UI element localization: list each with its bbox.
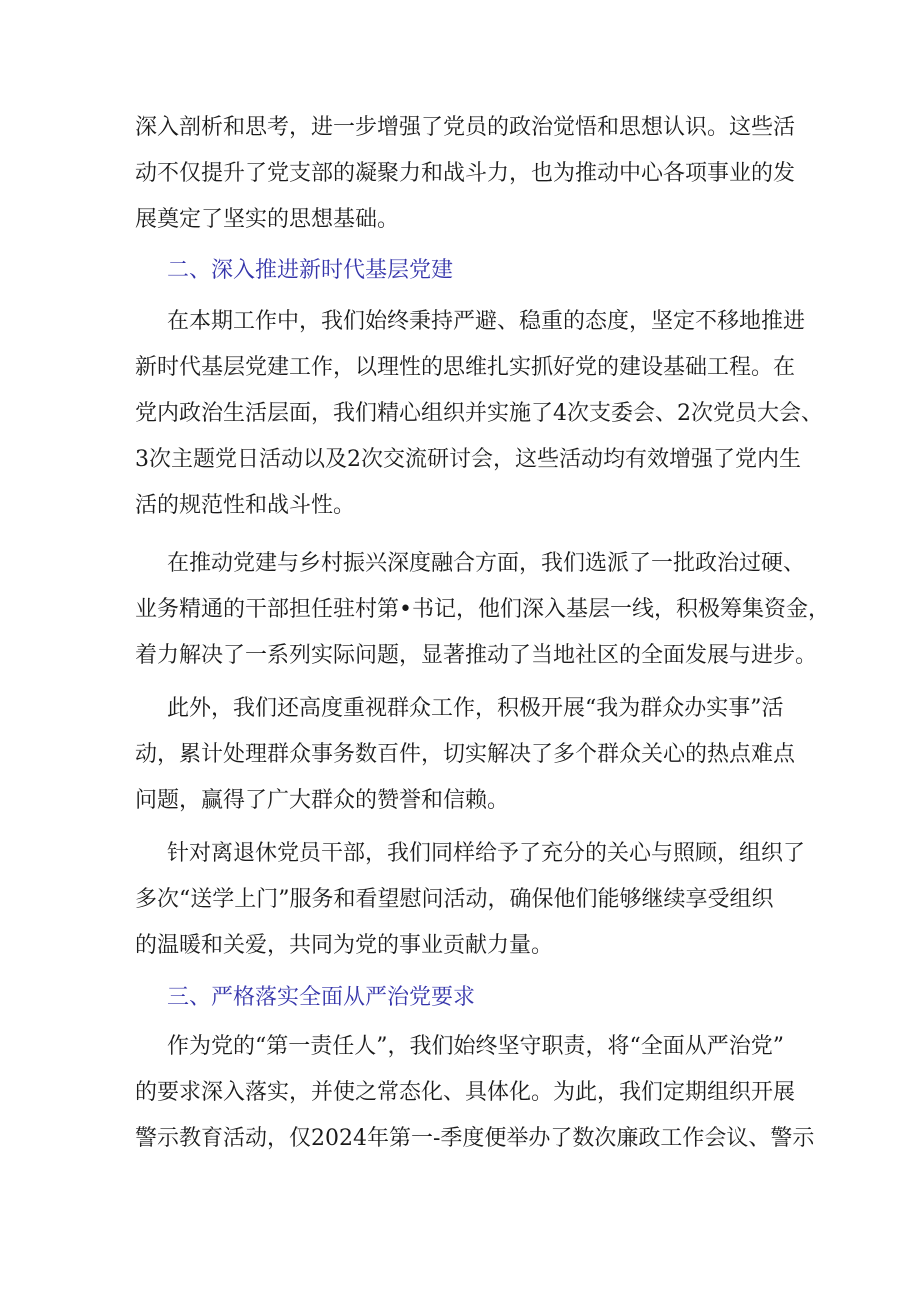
text-line: 在推动党建与乡村振兴深度融合方面，我们选派了一批政治过硬、 [167,551,806,576]
text-line: 展奠定了坚实的思想基础。 [135,207,400,232]
text-line: 着力解决了一系列实际问题，显著推动了当地社区的全面发展与进步。 [135,643,818,668]
text-line: 深入剖析和思考，进一步增强了党员的政治觉悟和思想认识。这些活 [135,115,796,140]
section-heading: 二、深入推进新时代基层党建 [167,258,454,283]
text-line: 问题，赢得了广大群众的赞誉和信赖。 [135,788,510,813]
text-line: 新时代基层党建工作，以理性的思维扎实抓好党的建设基础工程。在 [135,355,796,380]
text-line: 党内政治生活层面，我们精心组织并实施了4次支委会、2次党员大会、 [135,401,823,426]
text-line: 活的规范性和战斗性。 [135,493,356,518]
text-line: 针对离退休党员干部，我们同样给予了充分的关心与照顾，组织了 [167,841,806,866]
text-line: 警示教育活动，仅2024年第一-季度便举办了数次廉政工作会议、警示 [135,1126,815,1151]
text-line: 3次主题党日活动以及2次交流研讨会，这些活动均有效增强了党内生 [135,447,801,472]
text-line: 多次“送学上门”服务和看望慰问活动，确保他们能够继续享受组织 [135,887,774,912]
text-line: 业务精通的干部担任驻村第•书记，他们深入基层一线，积极筹集资金， [135,597,830,622]
text-line: 此外，我们还高度重视群众工作，积极开展“我为群众办实事”活 [167,696,784,721]
text-line: 作为党的“第一责任人”，我们始终坚守职责，将“全面从严治党” [167,1034,784,1059]
text-line: 动，累计处理群众事务数百件，切实解决了多个群众关心的热点难点 [135,742,796,767]
text-line: 动不仅提升了党支部的凝聚力和战斗力，也为推动中心各项事业的发 [135,161,796,186]
text-line: 的温暖和关爱，共同为党的事业贡献力量。 [135,933,554,958]
section-heading: 三、严格落实全面从严治党要求 [167,985,476,1010]
text-line: 在本期工作中，我们始终秉持严避、稳重的态度，坚定不移地推进 [167,309,806,334]
text-line: 的要求深入落实，并使之常态化、具体化。为此，我们定期组织开展 [135,1080,796,1105]
